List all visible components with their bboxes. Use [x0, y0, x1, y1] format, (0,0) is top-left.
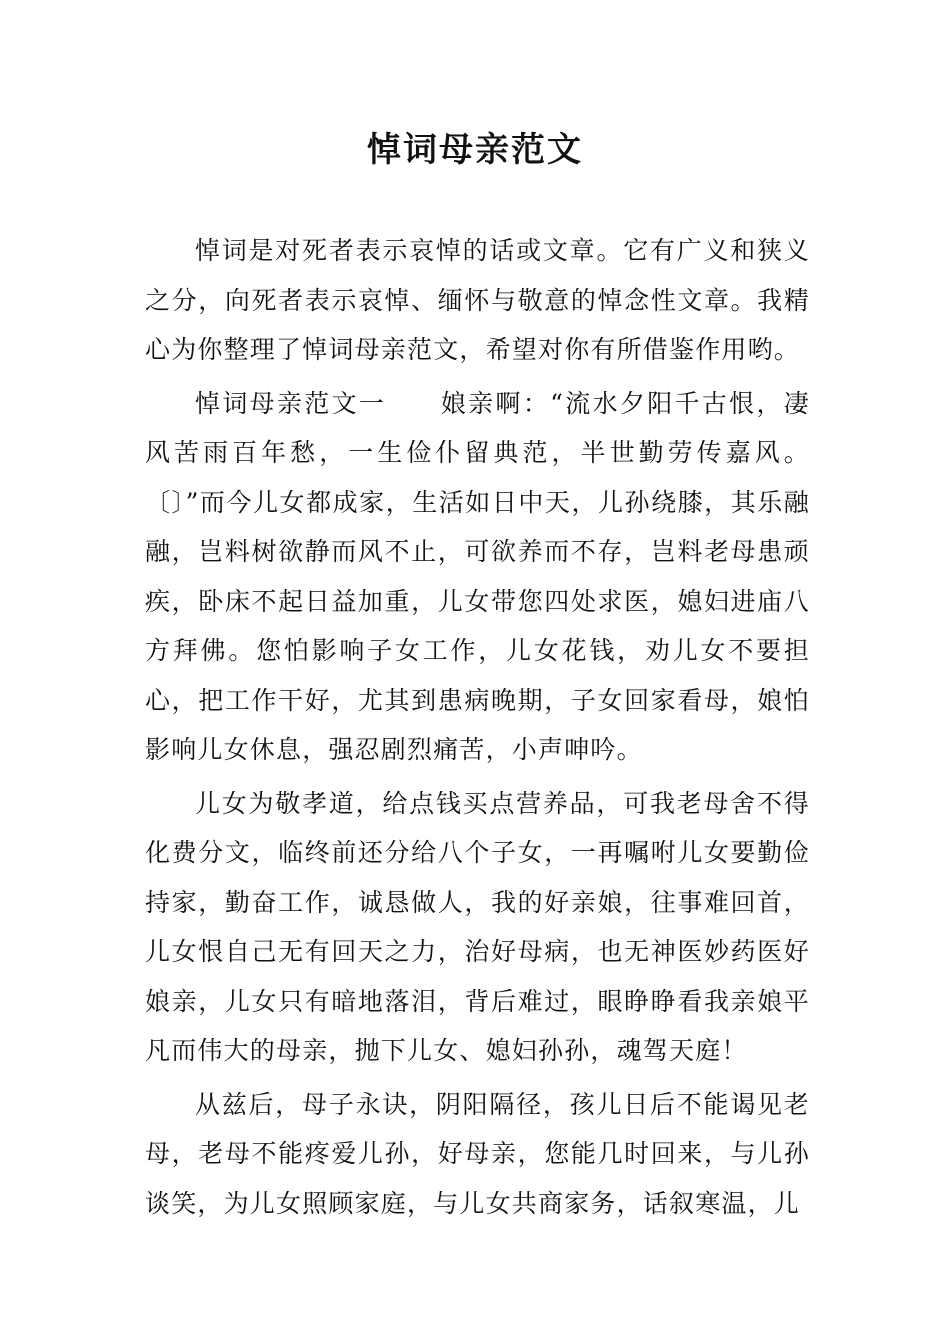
paragraph-intro: 悼词是对死者表示哀悼的话或文章。它有广义和狭义之分，向死者表示哀悼、缅怀与敬意的悼念性文章。我精心为你整理了悼词母亲范文，希望对你有所借鉴作用哟。	[145, 236, 810, 364]
paragraph-farewell: 从兹后，母子永诀，阴阳隔径，孩儿日后不能谒见老母，老母不能疼爱儿孙，好母亲，您能几时回来，与儿孙谈笑，为儿女照顾家庭，与儿女共商家务，话叙寒温，儿	[145, 1089, 810, 1218]
paragraph-eulogy-one: 悼词母亲范文一 娘亲啊：“流水夕阳千古恨，凄风苦雨百年愁，一生俭仆留典范，半世勤劳传嘉风。〔〕”而今儿女都成家，生活如日中天，儿孙绕膝，其乐融融，岂料树欲静而风不止，可欲养而不存，岂料老母患顽疾，卧床不起日益加重，儿女带您四处求医，媳妇进庙八方拜佛。您怕影响子女工作，儿女花钱，劝儿女不要担心，把工作干好，尤其到患病晚期，子女回家看母，娘怕影响儿女休息，强忍剧烈痛苦，小声呻吟。	[145, 388, 810, 764]
paragraph-filial-piety: 儿女为敬孝道，给点钱买点营养品，可我老母舍不得化费分文，临终前还分给八个子女，一再嘱咐儿女要勤俭持家，勤奋工作，诚恳做人，我的好亲娘，往事难回首，儿女恨自己无有回天之力，治好母病，也无神医妙药医好娘亲，儿女只有暗地落泪，背后难过，眼睁睁看我亲娘平凡而伟大的母亲，抛下儿女、媳妇孙孙，魂驾天庭！	[145, 788, 810, 1065]
page-title: 悼词母亲范文	[367, 130, 583, 170]
document-body	[145, 226, 810, 1232]
